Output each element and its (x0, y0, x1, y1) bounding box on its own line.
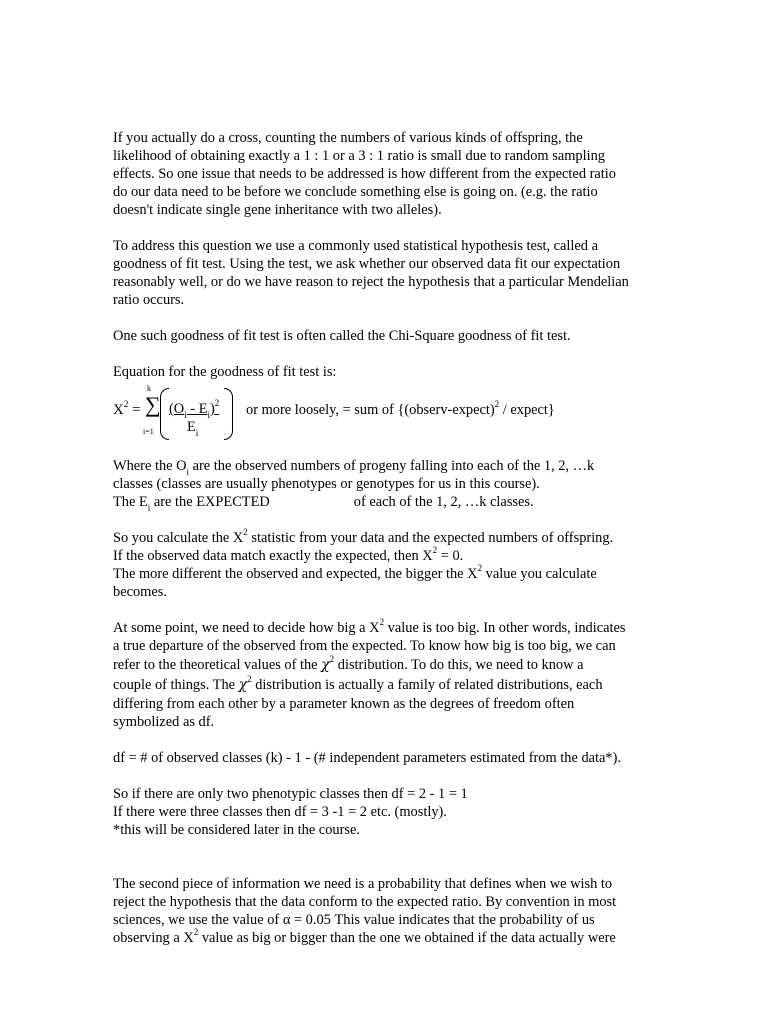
paragraph-2-line-2: goodness of fit test. Using the test, we ask whether our observed data fit our expectation (113, 256, 621, 272)
equation-numerator: $(O_i - E_i)^2$ (169, 398, 220, 420)
paragraph-4-line-2: classes (classes are usually phenotypes or genotypes for us in this course). (113, 476, 540, 492)
paragraph-6-line-2: a true departure of the observed from the expected. To know how big is too big, we can (113, 638, 616, 654)
left-bracket-icon (160, 388, 169, 440)
paragraph-2-line-1: To address this question we use a commonly used statistical hypothesis test, called a (113, 238, 598, 254)
paragraph-1-line-2: likelihood of obtaining exactly a 1 : 1 or a 3 : 1 ratio is small due to random sampling (113, 148, 605, 164)
paragraph-9-line-2: reject the hypothesis that the data conform to the expected ratio. By convention in most (113, 894, 617, 910)
chi-square-equation (113, 384, 633, 444)
paragraph-1-line-4: do our data need to be before we conclude something else is going on. (e.g. the ratio (113, 184, 598, 200)
paragraph-1-line-3: effects. So one issue that needs to be addressed is how different from the expected ratio (113, 166, 616, 182)
sum-upper-limit: k (147, 384, 151, 393)
paragraph-3: One such goodness of fit test is often called the Chi-Square goodness of fit test. (113, 328, 571, 344)
paragraph-7: df = # of observed classes (k) - 1 - (# independent parameters estimated from the data*). (113, 750, 622, 766)
paragraph-5-line-2: If the observed data match exactly the expected, then $X^2 = 0$. (113, 545, 464, 564)
equation-intro: Equation for the goodness of fit test is: (113, 364, 337, 380)
paragraph-8-line-3: *this will be considered later in the course. (113, 822, 360, 838)
paragraph-5-line-4: becomes. (113, 584, 167, 600)
paragraph-9-line-3: sciences, we use the value of α = 0.05 This value indicates that the probability of us (113, 912, 595, 928)
paragraph-6-line-4: couple of things. The $\chi^2$ distribution is actually a family of related distributions, each (113, 674, 603, 693)
paragraph-2-line-4: ratio occurs. (113, 292, 185, 308)
paragraph-4-line-3: The $E_i$ are the EXPECTED of each of the 1, 2, …k classes. (113, 494, 534, 513)
equation-loose-description: or more loosely, = sum of {(observ-expect)$^2$ / expect} (246, 399, 555, 418)
paragraph-6-line-1: At some point, we need to decide how big a $X^2$ value is too big. In other words, indicates (113, 617, 626, 636)
chi-symbol: χ (321, 657, 330, 673)
chi-symbol: χ (238, 677, 248, 693)
paragraph-6-line-3: refer to the theoretical values of the $\chi^2$ distribution. To do this, we need to know a (113, 654, 584, 673)
paragraph-6-line-5: differing from each other by a parameter known as the degrees of freedom often (113, 696, 575, 712)
paragraph-5-line-3: The more different the observed and expected, the bigger the $X^2$ value you calculate (113, 563, 597, 582)
summation-icon: ∑ (145, 392, 161, 417)
paragraph-9-line-1: The second piece of information we need is a probability that defines when we wish to (113, 876, 613, 892)
equation-denominator: $E_i$ (187, 419, 199, 438)
sum-lower-limit: i=1 (143, 427, 154, 436)
paragraph-2-line-3: reasonably well, or do we have reason to reject the hypothesis that a particular Mendelian (113, 274, 629, 290)
paragraph-8-line-1: So if there are only two phenotypic classes then df = 2 - 1 = 1 (113, 786, 468, 802)
paragraph-1-line-1: If you actually do a cross, counting the numbers of various kinds of offspring, the (113, 130, 583, 146)
paragraph-8-line-2: If there were three classes then df = 3 -1 = 2 etc. (mostly). (113, 804, 447, 820)
paragraph-9-line-4: observing a $X^2$ value as big or bigger than the one we obtained if the data actually were (113, 927, 616, 946)
paragraph-1-line-5: doesn't indicate single gene inheritance with two alleles). (113, 202, 442, 218)
right-bracket-icon (224, 388, 233, 440)
paragraph-5-line-1: So you calculate the $X^2$ statistic from your data and the expected numbers of offspring. (113, 527, 614, 546)
paragraph-4-line-1: Where the $O_i$ are the observed numbers of progeny falling into each of the 1, 2, …k (113, 458, 595, 477)
paragraph-6-line-6: symbolized as df. (113, 714, 215, 730)
equation-lhs: $X^2$ = (113, 399, 141, 418)
